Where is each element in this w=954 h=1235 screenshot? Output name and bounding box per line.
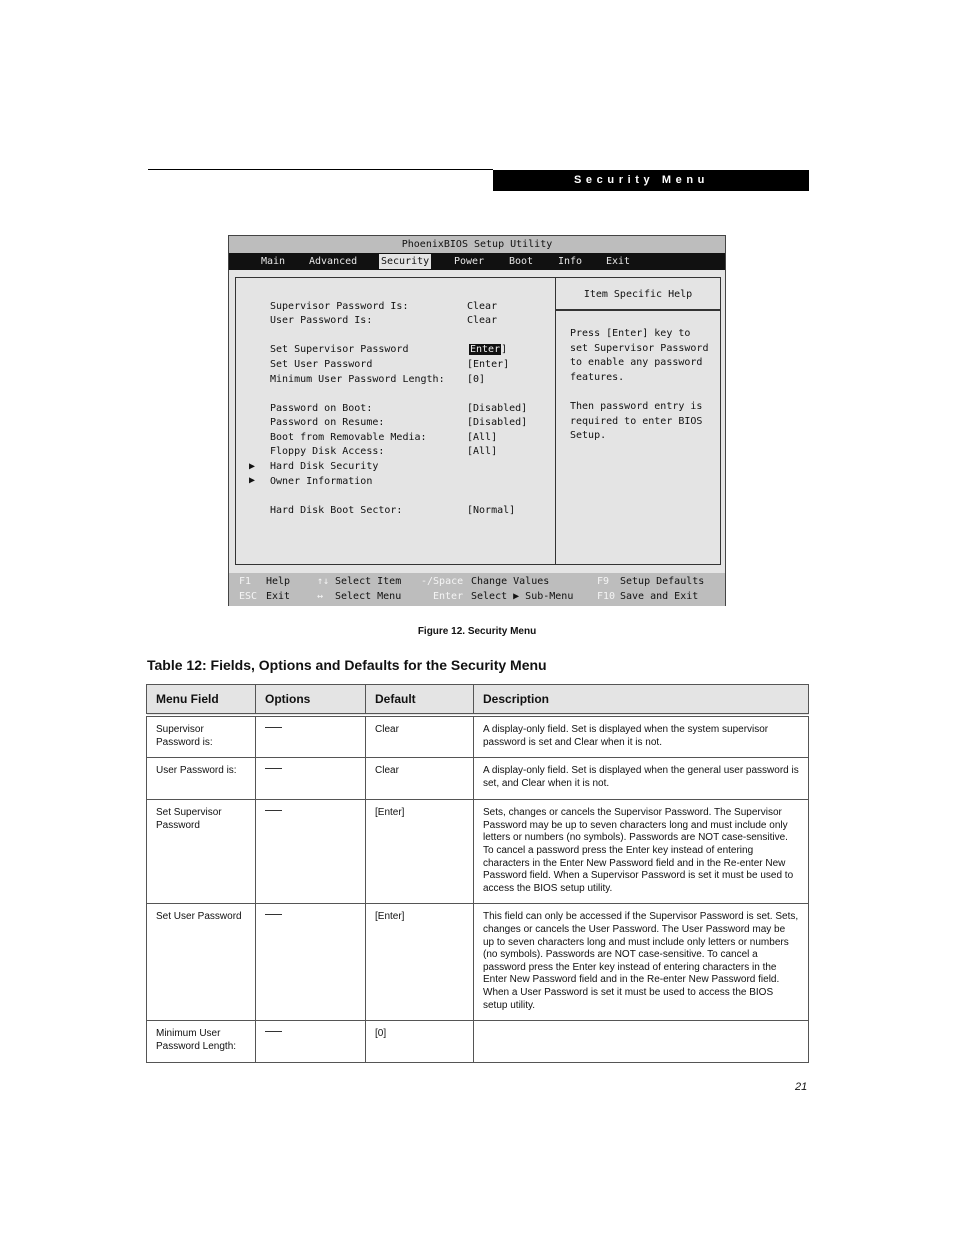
bios-help-panel [556, 277, 721, 565]
menu-field-cell: Supervisor Password is: [147, 715, 256, 758]
left-right-arrow-icon: ↔ [317, 591, 324, 602]
bios-menubar [229, 253, 725, 270]
default-cell: [0] [366, 1021, 474, 1063]
options-cell [256, 904, 366, 1021]
security-fields-table [146, 684, 809, 1063]
bios-item-label: User Password Is: [270, 315, 373, 326]
table-header-row [147, 685, 809, 716]
bios-item-value[interactable]: [Disabled] [467, 403, 528, 414]
bios-help-line: features. [570, 372, 625, 383]
bios-help-line: required to enter BIOS [570, 416, 703, 427]
bios-item-label: Supervisor Password Is: [270, 301, 409, 312]
column-header: Options [256, 685, 366, 716]
footer-key: Enter [433, 591, 464, 602]
bios-footer [229, 573, 725, 606]
footer-key: -/Space [421, 576, 464, 587]
table-row [147, 904, 809, 1021]
options-cell [256, 1021, 366, 1063]
bios-menu-main[interactable]: Main [261, 256, 286, 267]
footer-action: Exit [266, 591, 291, 602]
footer-key: F1 [239, 576, 252, 587]
submenu-arrow-icon: ▶ [249, 461, 256, 472]
bios-submenu-owner-information[interactable]: Owner Information [270, 476, 373, 487]
footer-action: Save and Exit [620, 591, 699, 602]
menu-field-cell: User Password is: [147, 758, 256, 800]
page-number: 21 [795, 1081, 808, 1093]
bios-item-label[interactable]: Hard Disk Boot Sector: [270, 505, 403, 516]
bios-submenu-hard-disk-security[interactable]: Hard Disk Security [270, 461, 379, 472]
footer-action: Select ▶ Sub-Menu [471, 591, 574, 602]
bios-help-line: Press [Enter] key to [570, 328, 691, 339]
bios-menu-info[interactable]: Info [558, 256, 583, 267]
footer-action: Select Item [335, 576, 402, 587]
bios-selected-value: Enter [470, 344, 501, 355]
up-down-arrow-icon: ↑↓ [317, 576, 330, 587]
bios-item-label[interactable]: Minimum User Password Length: [270, 374, 445, 385]
options-cell [256, 800, 366, 904]
submenu-arrow-icon: ▶ [249, 475, 256, 486]
menu-field-cell: Set User Password [147, 904, 256, 1021]
footer-key: F9 [597, 576, 610, 587]
column-header: Description [474, 685, 809, 716]
figure-caption: Figure 12. Security Menu [417, 626, 537, 637]
bios-item-value[interactable]: [Normal] [467, 505, 516, 516]
default-cell: [Enter] [366, 904, 474, 1021]
bios-help-line: Then password entry is [570, 401, 703, 412]
column-header: Menu Field [147, 685, 256, 716]
bios-menu-boot[interactable]: Boot [509, 256, 534, 267]
bios-menu-security[interactable]: Security [381, 256, 430, 267]
bios-item-label[interactable]: Password on Boot: [270, 403, 373, 414]
footer-key: ESC [239, 591, 258, 602]
bios-item-value: Clear [467, 301, 498, 312]
footer-key: F10 [597, 591, 616, 602]
description-cell: This field can only be accessed if the Supervisor Password is set. Sets, changes or cancels the User Password. The User Password may be up to seven characters long and must include only letters or numbers (no symbols). Passwords are NOT case-sensitive. To cancel a password press the Enter key instead of entering characters in the Enter New Password field and in the Re-enter New Password field. When a User Password is set it must be used to access the BIOS setup utility. [474, 904, 809, 1021]
header-rule [148, 169, 493, 170]
bios-item-value[interactable]: [Enter] [467, 359, 510, 370]
bios-item-label[interactable]: Password on Resume: [270, 417, 385, 428]
default-cell: Clear [366, 715, 474, 758]
footer-action: Help [266, 576, 291, 587]
menu-field-cell: Minimum User Password Length: [147, 1021, 256, 1063]
bios-menu-exit[interactable]: Exit [606, 256, 631, 267]
bios-menu-power[interactable]: Power [454, 256, 485, 267]
dash-mark [265, 810, 282, 811]
description-cell [474, 1021, 809, 1063]
bios-help-line: to enable any password [570, 357, 703, 368]
footer-action: Change Values [471, 576, 550, 587]
bios-help-title: Item Specific Help [556, 278, 720, 311]
bios-help-line: set Supervisor Password [570, 343, 709, 354]
bios-item-value: Clear [467, 315, 498, 326]
default-cell: [Enter] [366, 800, 474, 904]
footer-action: Select Menu [335, 591, 402, 602]
bios-title: PhoenixBIOS Setup Utility [229, 236, 725, 253]
dash-mark [265, 1031, 282, 1032]
description-cell: Sets, changes or cancels the Supervisor Password. The Supervisor Password may be up to seven characters long and must include only letters or numbers (no symbols). Passwords are NOT case-sensitive. To cancel a password press the Enter key instead of entering characters in the Enter New Password field and in the Re-enter New Password field. When a Supervisor Password is set it must be used to access the BIOS setup utility. [474, 800, 809, 904]
table-row [147, 1021, 809, 1063]
table-row [147, 800, 809, 904]
bios-item-label[interactable]: Set Supervisor Password [270, 344, 409, 355]
dash-mark [265, 768, 282, 769]
table-title: Table 12: Fields, Options and Defaults for the Security Menu [147, 657, 547, 673]
description-cell: A display-only field. Set is displayed when the general user password is set, and Clear when it is not. [474, 758, 809, 800]
dash-mark [265, 914, 282, 915]
bios-menu-advanced[interactable]: Advanced [309, 256, 358, 267]
bios-item-value[interactable]: [Disabled] [467, 417, 528, 428]
column-header: Default [366, 685, 474, 716]
bios-item-label[interactable]: Floppy Disk Access: [270, 446, 385, 457]
footer-action: Setup Defaults [620, 576, 705, 587]
bios-item-value[interactable]: [0] [467, 374, 486, 385]
dash-mark [265, 727, 282, 728]
section-header: Security Menu [493, 170, 809, 191]
bios-item-label[interactable]: Boot from Removable Media: [270, 432, 427, 443]
options-cell [256, 758, 366, 800]
table-row [147, 715, 809, 758]
table-row [147, 758, 809, 800]
bios-item-value[interactable]: [All] [467, 432, 498, 443]
bios-item-value-selected[interactable]: Enter] [470, 344, 508, 355]
bios-item-label[interactable]: Set User Password [270, 359, 373, 370]
options-cell [256, 715, 366, 758]
description-cell: A display-only field. Set is displayed when the system supervisor password is set and Clear when it is not. [474, 715, 809, 758]
bios-item-value[interactable]: [All] [467, 446, 498, 457]
bios-settings-panel [235, 277, 556, 565]
default-cell: Clear [366, 758, 474, 800]
bios-screenshot [228, 235, 726, 606]
menu-field-cell: Set Supervisor Password [147, 800, 256, 904]
bios-help-line: Setup. [570, 430, 607, 441]
